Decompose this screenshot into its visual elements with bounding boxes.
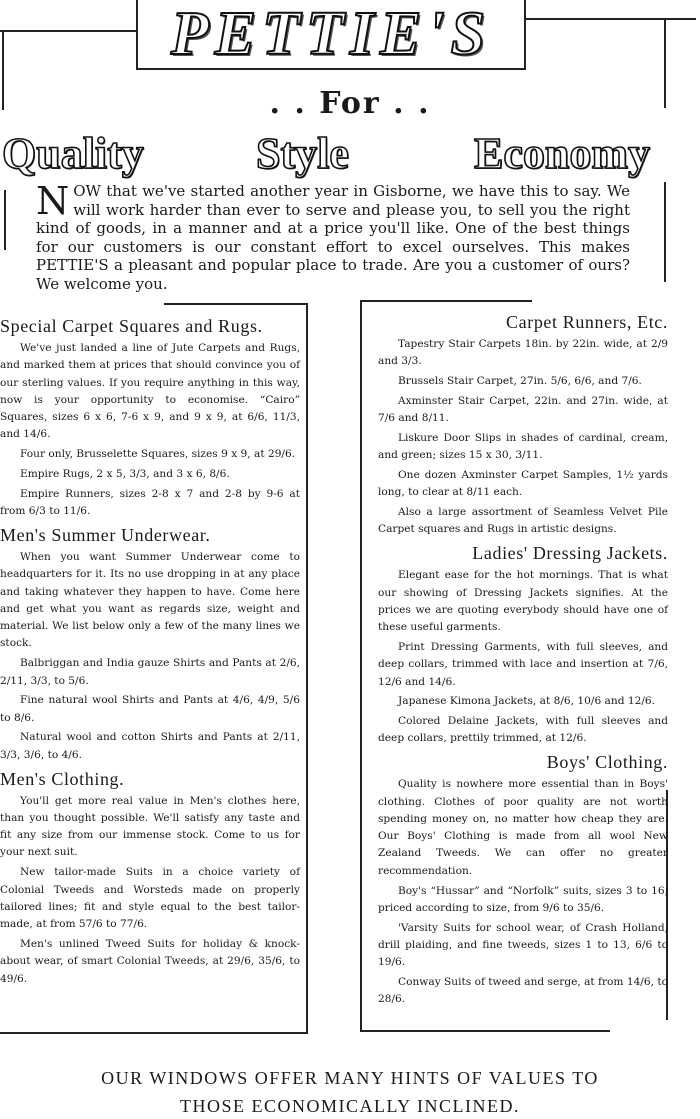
dressing-jackets-heading: Ladies' Dressing Jackets. — [472, 543, 668, 564]
intro-text: OW that we've started another year in Gisborne, we have this to say. We will work harder than ever to serve and please you, to sell you the right kind of goods, in a manner and at a price you'll like. One of the best things for our customers is our constant effort to excel ourselves. This makes PETTIE'S a pleasant and popular place to trade. Are you a customer of ours? We welcome you. — [36, 182, 630, 293]
right-col-top-rule — [360, 300, 532, 302]
store-name: PETTIE'S — [170, 0, 492, 68]
slogan-economy: Economy — [474, 129, 650, 178]
footer-line-2: THOSE ECONOMICALLY INCLINED. — [179, 1096, 520, 1116]
slogan-quality: Quality — [2, 129, 144, 178]
underwear-heading: Men's Summer Underwear. — [0, 524, 211, 545]
right-col-left-rule — [360, 300, 362, 1032]
intro-drop-cap: N — [36, 179, 70, 223]
carpet-runners-para: Also a large assortment of Seamless Velvet Pile Carpet squares and Rugs in artistic designs. — [378, 506, 668, 536]
left-col-right-rule — [306, 303, 308, 1033]
carpet-runners-para: Brussels Stair Carpet, 27in. 5/6, 6/6, and 7/6. — [398, 375, 642, 388]
carpet-runners-para: One dozen Axminster Carpet Samples, 1½ yards long, to clear at 8/11 each. — [378, 469, 668, 499]
right-column — [378, 310, 668, 1011]
left-col-top-rule — [164, 303, 308, 305]
header-rule-left — [0, 30, 136, 32]
underwear-para: When you want Summer Underwear come to headquarters for it. Its no use dropping in at any place and taking whatever they happen to have. Come here and get what you want as regards size, weight and material. We list below only a few of the many lines we stock. — [0, 550, 300, 650]
underwear-para: Balbriggan and India gauze Shirts and Pants at 2/6, 2/11, 3/3, to 5/6. — [0, 657, 300, 687]
carpet-runners-para: Axminster Stair Carpet, 22in. and 27in. wide, at 7/6 and 8/11. — [378, 394, 668, 425]
mens-clothing-para: Men's unlined Tweed Suits for holiday & knock-about wear, of smart Colonial Tweeds, at 29/6, 35/6, to 49/6. — [0, 937, 300, 985]
slogans — [0, 128, 700, 178]
dressing-jackets-para: Print Dressing Garments, with full sleeves, and deep collars, trimmed with lace and insertion at 7/6, 12/6 and 14/6. — [378, 640, 668, 688]
carpet-squares-heading: Special Carpet Squares and Rugs. — [0, 316, 263, 336]
carpet-runners-para: Liskure Door Slips in shades of cardinal, cream, and green; sizes 15 x 30, 3/11. — [378, 431, 668, 462]
left-column — [0, 314, 300, 990]
carpet-runners-para: Tapestry Stair Carpets 18in. by 22in. wide, at 2/9 and 3/3. — [378, 338, 668, 368]
carpet-squares-para: Empire Runners, sizes 2-8 x 7 and 2-8 by 9-6 at from 6/3 to 11/6. — [0, 487, 300, 518]
header-rule-right — [526, 18, 696, 20]
carpet-squares-para: Four only, Brusselette Squares, sizes 9 x 9, at 29/6. — [20, 448, 296, 461]
intro-vrule-right — [664, 182, 666, 282]
boys-clothing-para: Conway Suits of tweed and serge, at from 14/6, to 28/6. — [378, 976, 668, 1006]
boys-clothing-para: 'Varsity Suits for school wear, of Crash Holland, drill plaiding, and fine tweeds, sizes 1 to 13, 6/6 to 19/6. — [378, 921, 668, 969]
boys-clothing-heading: Boys' Clothing. — [546, 752, 668, 773]
right-col-bottom-rule — [360, 1030, 610, 1032]
footer-line-1: OUR WINDOWS OFFER MANY HINTS OF VALUES TO — [101, 1068, 599, 1088]
mens-clothing-para: New tailor-made Suits in a choice variety of Colonial Tweeds and Worsteds made on properly tailored lines; fit and style equal to the best tailor-made, at from 57/6 to 77/6. — [0, 866, 300, 931]
underwear-para: Fine natural wool Shirts and Pants at 4/6, 4/9, 5/6 to 8/6. — [0, 694, 300, 724]
store-name-box — [136, 0, 526, 70]
left-col-bottom-rule — [0, 1032, 308, 1034]
dressing-jackets-para: Colored Delaine Jackets, with full sleeves and deep collars, prettily trimmed, at 12/6. — [378, 715, 668, 745]
boys-clothing-para: Quality is nowhere more essential than in Boys' clothing. Clothes of poor quality are not worth spending money on, no matter how cheap they are. Our Boys' Clothing is made from all wool New Zealand Tweeds. We can offer no greater recommendation. — [378, 778, 668, 877]
mens-clothing-para: You'll get more real value in Men's clothes here, than you thought possible. We'll satisfy any taste and fit any size from our immense stock. Come to us for your next suit. — [0, 794, 300, 859]
dressing-jackets-para: Japanese Kimona Jackets, at 8/6, 10/6 and 12/6. — [398, 695, 655, 708]
intro-paragraph — [36, 179, 630, 293]
slogan-style: Style — [256, 129, 349, 178]
for-line: . . For . . — [269, 86, 431, 121]
intro-vrule-left — [4, 190, 6, 250]
underwear-para: Natural wool and cotton Shirts and Pants at 2/11, 3/3, 3/6, to 4/6. — [0, 731, 300, 761]
carpet-squares-para: Empire Rugs, 2 x 5, 3/3, and 3 x 6, 8/6. — [20, 468, 230, 481]
carpet-squares-para: We've just landed a line of Jute Carpets and Rugs, and marked them at prices that should convince you of our sterling values. If you require anything in this way, now is your opportunity to economise. “Cairo” Squares, sizes 6 x 6, 7-6 x 9, and 9 x 9, at 6/6, 11/3, and 14/6. — [0, 342, 300, 441]
dressing-jackets-para: Elegant ease for the hot mornings. That is what our showing of Dressing Jackets signifies. At the prices we are quoting everybody should have one of these useful garments. — [378, 569, 668, 634]
boys-clothing-para: Boy's “Hussar” and “Norfolk” suits, sizes 3 to 16, priced according to size, from 9/6 to 35/6. — [378, 884, 668, 914]
carpet-runners-heading: Carpet Runners, Etc. — [506, 312, 668, 332]
mens-clothing-heading: Men's Clothing. — [0, 768, 125, 789]
